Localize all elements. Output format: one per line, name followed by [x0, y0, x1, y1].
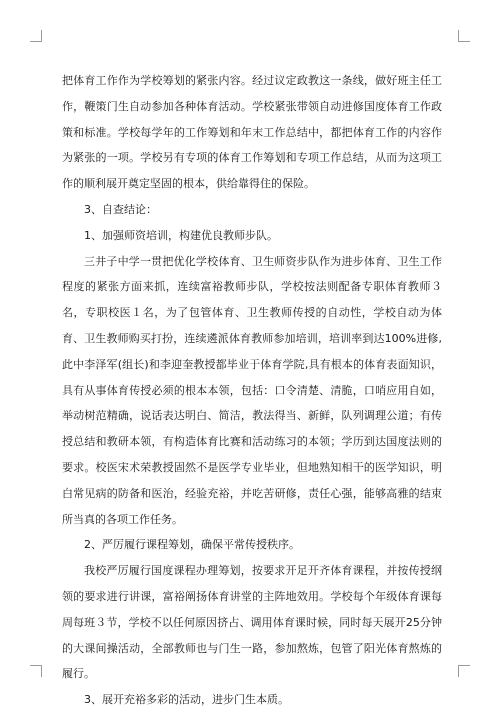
heading-curriculum-plan: 2、严厉履行课程筹划，确保平常传授秩序。 [84, 538, 300, 552]
crop-mark-bottom-right [458, 665, 470, 677]
paragraph-teacher-training: 三井子中学一贯把优化学校体育、卫生师资步队作为进步体育、卫生工作程度的紧张方面来抓，连续富裕教师步队，学校按法则配备专职体育教师３名，专职校医１名，为了包管体育、卫生教师传授的自动性，学校自动为体育、卫生教师购买打扮，连续遴派体育教师参加培训，培训率到达100%进修,此中李泽军(组长)和李迎奎教授都毕业于体育学院,具有根本的体育表面知识，具有从事体育传授必须的根本本领，包括：口令清楚、清脆，口哨应用自如，举动树范精确，说话表达明白、简洁，教法得当、新鲜，队列调理公道；有传授总结和教研本领，有构造体育比赛和活动练习的本领；学历到达国度法则的要求。校医宋术荣教授固然不是医学专业毕业，但地熟知相干的医学知识，明白常见病的防备和医治，经验充裕，并吃苦研修，责任心强，能够高雅的结束所当真的各项工作任务。 [62, 254, 442, 526]
crop-mark-top-left [30, 30, 42, 42]
heading-teacher-training: 1、加强师资培训，构建优良教师步队。 [84, 228, 278, 242]
crop-mark-top-right [458, 30, 470, 42]
paragraph-curriculum-plan: 我校严厉履行国度课程办理筹划，按要求开足开齐体育课程，并按传授纲领的要求进行讲课，富裕阐扬体育讲堂的主阵地效用。学校每个年级体育课每周每班３节，学校不以任何原因挤占、调用体育课时候，同时每天展开25分钟的大课间操活动，全部教师也与门生一路，参加熬炼，包管了阳光体育熬炼的履行。 [62, 564, 442, 681]
crop-mark-bottom-left [30, 665, 42, 677]
document-body [62, 68, 442, 713]
heading-activities: 3、展开充裕多彩的活动，进步门生本质。 [84, 693, 289, 707]
paragraph-intro: 把体育工作作为学校筹划的紧张内容。经过议定政教这一条线，做好班主任工作，鞭策门生自动参加各种体育活动。学校紧张带领自动进修国度体育工作政策和标准。学校每学年的工作筹划和年末工作总结中，都把体育工作的内容作为紧张的一项。学校另有专项的体育工作筹划和专项工作总结，从而为这项工作的顺利展开奠定坚固的根本，供给靠得住的保险。 [62, 74, 442, 191]
heading-self-check-conclusion: 3、自查结论： [84, 202, 157, 216]
